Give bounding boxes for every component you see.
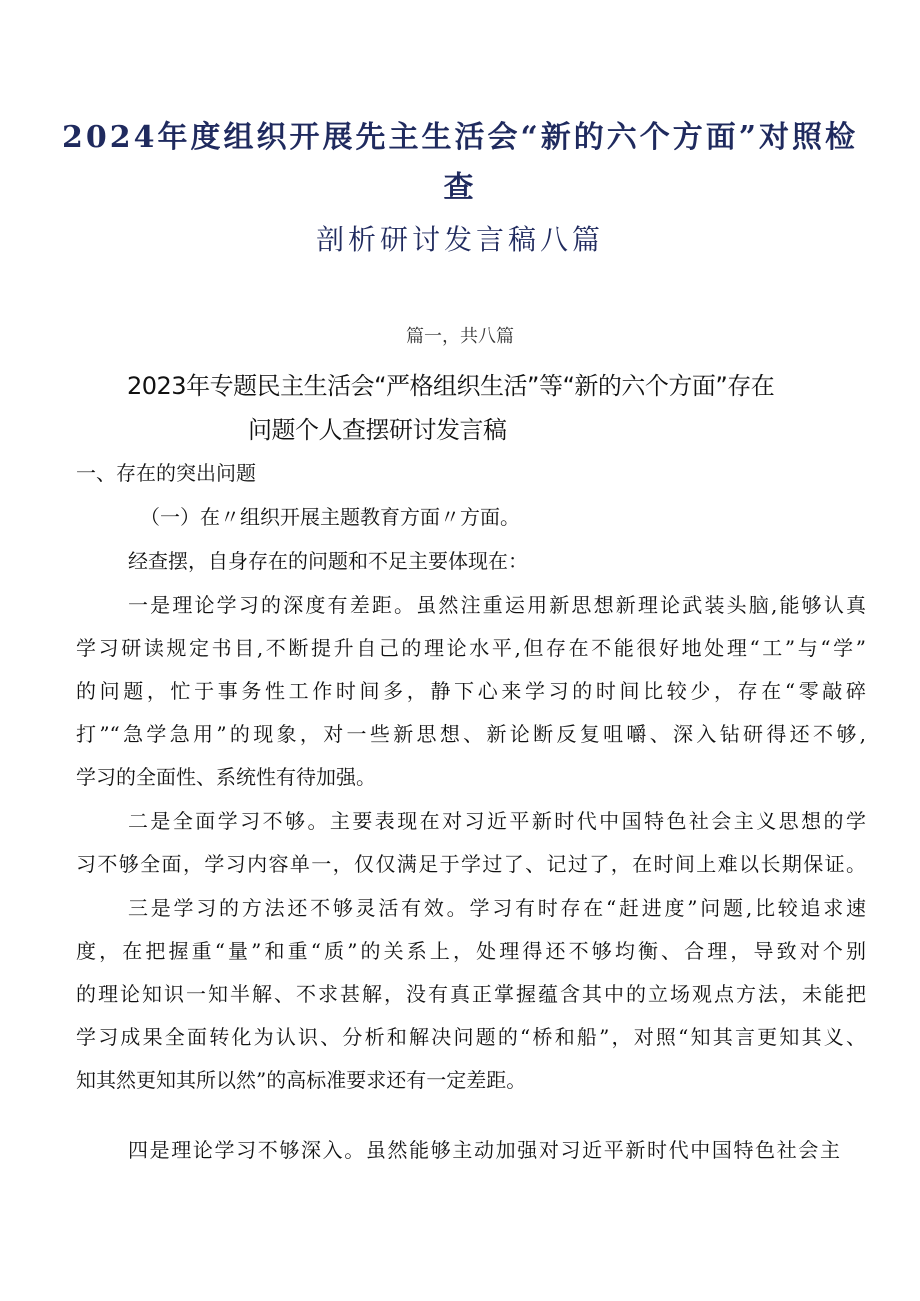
paragraph-4-line: 四是理论学习不够深入。虽然能够主动加强对习近平新时代中国特色社会主: [128, 1138, 840, 1162]
paragraph-3-line: 度，在把握重“量”和重“质”的关系上，处理得还不够均衡、合理，导致对个别: [76, 939, 866, 963]
article-title-line-2: 问题个人查摆研讨发言稿: [248, 416, 507, 444]
paragraph-1-line: 的问题，忙于事务性工作时间多，静下心来学习的时间比较少，存在“零敲碎: [76, 679, 866, 703]
paragraph-1-line: 打”“急学急用”的现象，对一些新思想、新论断反复咀嚼、深入钻研得还不够,: [76, 722, 866, 746]
document-title-line-1: 2024年度组织开展先主生活会“新的六个方面”对照检: [61, 120, 858, 155]
paragraph-1-line: 学习的全面性、系统性有待加强。: [76, 765, 376, 789]
section-heading: 一、存在的突出问题: [76, 461, 256, 485]
document-title-line-3: 剖析研讨发言稿八篇: [315, 223, 604, 256]
paragraph-3-line: 的理论知识一知半解、不求甚解，没有真正掌握蕴含其中的立场观点方法，未能把: [76, 982, 866, 1006]
part-label: 篇一，共八篇: [406, 326, 514, 347]
article-title-line-1: 2023年专题民主生活会“严格组织生活”等“新的六个方面”存在: [127, 372, 775, 400]
intro-paragraph: 经查摆，自身存在的问题和不足主要体现在：: [128, 549, 528, 573]
paragraph-3-line: 学习成果全面转化为认识、分析和解决问题的“桥和船”，对照“知其言更知其义、: [76, 1025, 866, 1049]
paragraph-2-line: 二是全面学习不够。主要表现在对习近平新时代中国特色社会主义思想的学: [128, 809, 866, 833]
paragraph-2-line: 习不够全面，学习内容单一，仅仅满足于学过了、记过了，在时间上难以长期保证。: [76, 852, 866, 876]
paragraph-1-line: 学习研读规定书目,不断提升自己的理论水平,但存在不能很好地处理“工”与“学”: [76, 636, 866, 660]
paragraph-1-line: 一是理论学习的深度有差距。虽然注重运用新思想新理论武装头脑,能够认真: [128, 593, 866, 617]
document-title-line-2: 查: [443, 170, 477, 205]
paragraph-3-line: 知其然更知其所以然”的高标准要求还有一定差距。: [76, 1068, 527, 1092]
paragraph-3-line: 三是学习的方法还不够灵活有效。学习有时存在“赶进度”问题,比较追求速: [128, 896, 866, 920]
sub-heading: （一）在〃组织开展主题教育方面〃方面。: [140, 505, 520, 529]
